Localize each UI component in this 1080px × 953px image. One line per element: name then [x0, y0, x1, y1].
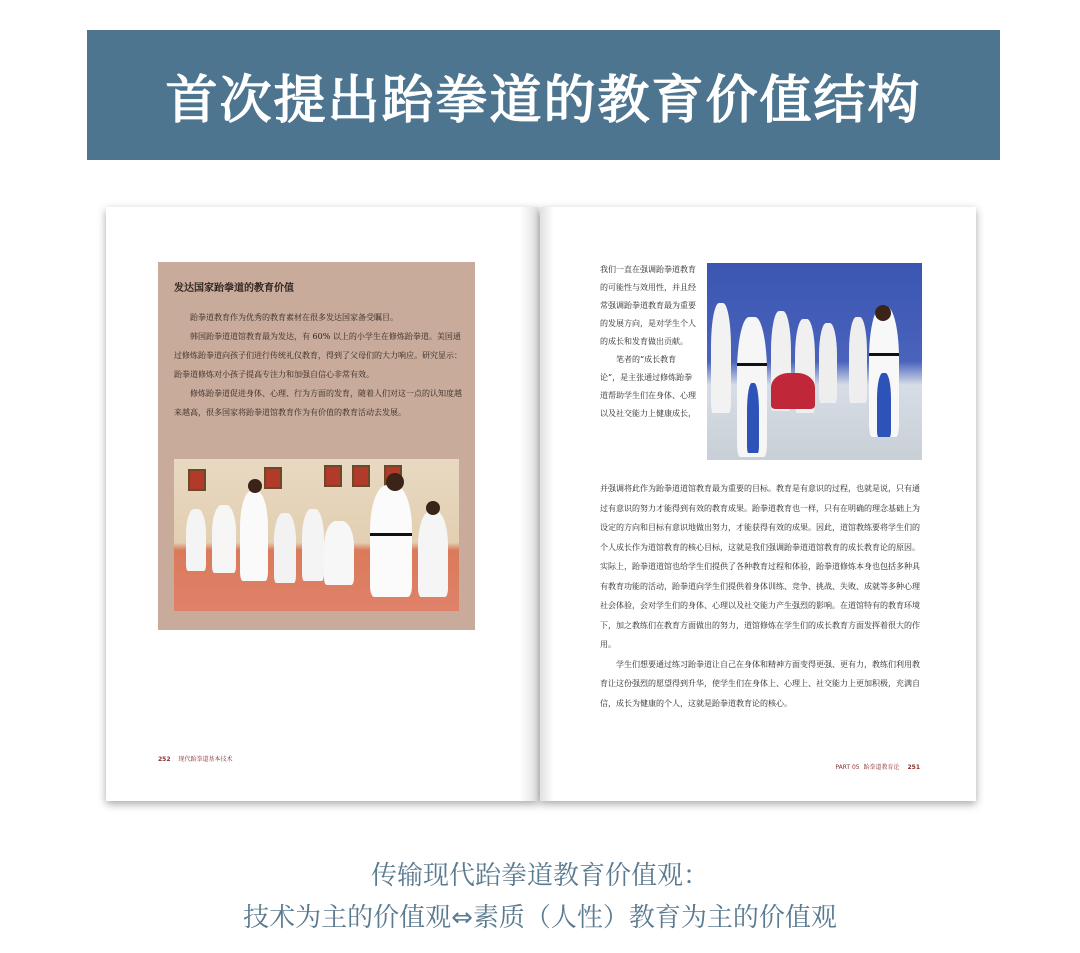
left-page-footer	[158, 754, 233, 763]
left-page-number: 252	[158, 756, 171, 763]
panel-text	[174, 308, 464, 422]
black-belt	[869, 353, 899, 356]
blue-pants	[877, 373, 891, 437]
student-figure	[186, 509, 206, 571]
student-head	[426, 501, 440, 515]
training-class-photo	[174, 459, 459, 611]
left-gutter-shadow	[520, 207, 538, 801]
banner-title: 首次提出跆拳道的教育价值结构	[165, 70, 922, 131]
wall-frame	[264, 467, 282, 489]
kicking-children-photo	[707, 263, 922, 460]
caption-line-2: 技术为主的价值观⇔素质（人性）教育为主的价值观	[243, 903, 837, 933]
blue-pants	[747, 383, 759, 453]
right-page-number: 251	[907, 764, 920, 771]
wall-frame	[188, 469, 206, 491]
right-gutter-shadow	[540, 207, 554, 801]
open-book	[106, 207, 976, 801]
column-paragraph: 我们一直在强调跆拳道教育的可能性与效用性，并且经常强调跆拳道教育最为重要的发展方向，是对学生个人的成长和发育做出贡献。	[600, 265, 696, 346]
column-text	[600, 261, 696, 423]
instructor-figure	[240, 491, 268, 581]
right-footer-title: 跆拳道教育论	[863, 764, 900, 771]
student-figure	[418, 511, 448, 597]
child-head	[875, 305, 891, 321]
wall-frame	[324, 465, 342, 487]
caption-line-1: 传输现代跆拳道教育价值观：	[370, 861, 709, 891]
body-text	[600, 479, 922, 713]
black-belt	[370, 533, 412, 536]
column-paragraph: 笔者的“成长教育论”，是主张通过修炼跆拳道帮助学生们在身体、心理以及社交能力上健康成长，	[600, 355, 696, 418]
body-paragraph: 并强调将此作为跆拳道道馆教育最为重要的目标。教育是有意识的过程，也就是说，只有通过有意识的努力才能得到有效的教育成果。跆拳道教育也一样，只有在明确的理念基础上为设定的方向和目标有意识地做出努力，才能获得有效的成果。因此，道馆教练要将学生们的个人成长作为道馆教育的核心目标，这就是我们强调跆拳道道馆教育的成长教育论的原因。实际上，跆拳道道馆也给学生们提供了各种教育过程和体验，跆拳道修炼本身也包括多种具有教育功能的活动，跆拳道向学生们提供着身体训练、竞争、挑战、失败、成就等多种心理社会体验，会对学生们的身体、心理以及社交能力产生强烈的影响。在道馆特有的教育环境下，加之教练们在教育方面做出的努力，道馆修炼在学生们的成长教育方面发挥着很大的作用。	[600, 484, 920, 649]
right-page	[540, 207, 976, 801]
student-figure	[324, 521, 354, 585]
footer-part: PART 05	[835, 764, 860, 771]
student-figure	[274, 513, 296, 583]
body-paragraph: 学生们想要通过练习跆拳道让自己在身体和精神方面变得更强、更有力，教练们利用教育让这份强烈的愿望得到升华，使学生们在身体上、心理上、社交能力上更加积极，充满自信，成长为健康的个人，这就是跆拳道教育论的核心。	[600, 659, 920, 708]
instructor-head	[386, 473, 404, 491]
instructor-head	[248, 479, 262, 493]
panel-paragraph: 修炼跆拳道促进身体、心理、行为方面的发育，随着人们对这一点的认知度越来越高，很多国家将跆拳道馆教育作为有价值的教育活动去发展。	[174, 389, 462, 417]
panel-paragraph: 韩国跆拳道道馆教育最为发达，有 60% 以上的小学生在修炼跆拳道。美国通过修炼跆拳道向孩子们进行传统礼仪教育，得到了父母们的大力响应。研究显示：跆拳道修炼对小孩子提高专注力和加强自信心非常有效。	[174, 332, 462, 379]
black-belt	[737, 363, 767, 366]
red-pants	[771, 373, 815, 409]
child-figure	[711, 303, 731, 413]
panel-paragraph: 跆拳道教育作为优秀的教育素材在很多发达国家备受瞩目。	[190, 313, 398, 322]
student-figure	[302, 509, 324, 581]
caption	[0, 855, 1080, 939]
panel-title: 发达国家跆拳道的教育价值	[174, 283, 294, 294]
child-figure	[819, 323, 837, 403]
student-figure	[212, 505, 236, 573]
wall-frame	[352, 465, 370, 487]
left-page	[106, 207, 538, 801]
title-banner	[87, 30, 1000, 160]
instructor-figure	[370, 485, 412, 597]
left-footer-title: 现代跆拳道基本技术	[178, 756, 233, 763]
right-page-footer	[835, 762, 920, 771]
child-figure	[849, 317, 867, 403]
